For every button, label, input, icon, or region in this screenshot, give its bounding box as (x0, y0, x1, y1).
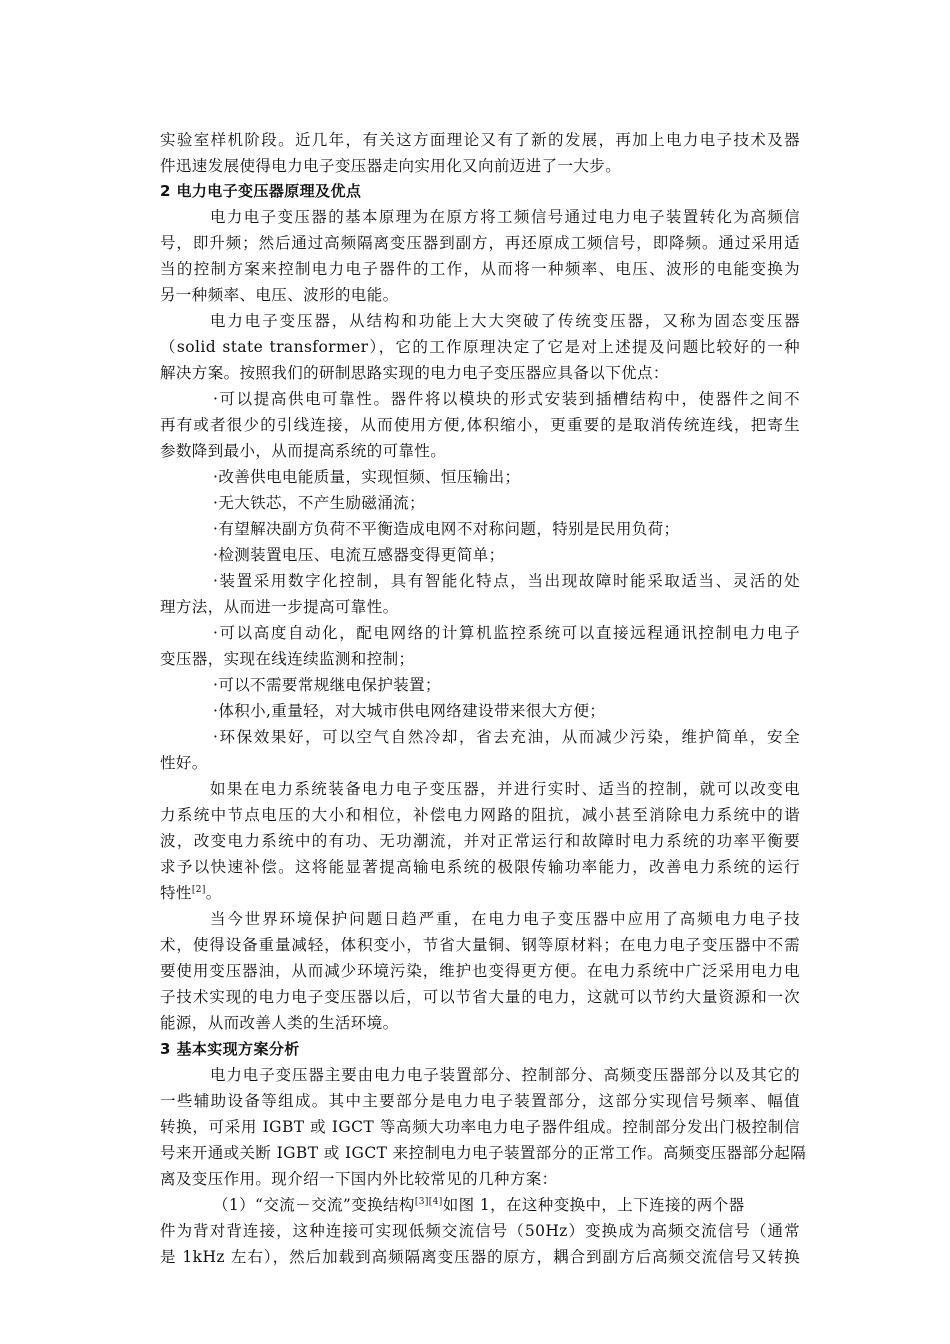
paragraph-text: 如图 1，在这种变换中，上下连接的两个器 (442, 1196, 745, 1214)
bullet-line: ·可以不需要常规继电保护装置； (213, 676, 441, 694)
bullet-line: ·改善供电电能质量，实现恒频、恒压输出； (213, 468, 521, 486)
citation-ref: [4] (428, 1197, 443, 1207)
section-heading-2: 2 电力电子变压器原理及优点 (160, 182, 362, 200)
paragraph-line: 一些辅助设备等组成。其中主要部分是电力电子装置部分，这部分实现信号频率、幅值 (160, 1092, 800, 1110)
paragraph-line: 号来开通或关断 IGBT 或 IGCT 来控制电力电子装置部分的正常工作。高频变压器部分起隔 (160, 1144, 807, 1162)
paragraph-text: 特性 (160, 884, 192, 902)
paragraph-line: 解决方案。按照我们的研制思路实现的电力电子变压器应具备以下优点： (160, 364, 669, 382)
paragraph-line: 实验室样机阶段。近几年，有关这方面理论又有了新的发展，再加上电力电子技术及器 (160, 131, 800, 149)
bullet-line: ·无大铁芯，不产生励磁涌流； (213, 494, 426, 512)
paragraph-line: 如果在电力系统装备电力电子变压器，并进行实时、适当的控制，就可以改变电 (210, 780, 800, 798)
paragraph-line: 另一种频率、电压、波形的电能。 (160, 286, 399, 304)
paragraph-line (160, 880, 800, 906)
paragraph-text: （1）“交流－交流”变换结构 (213, 1196, 415, 1214)
paragraph-line: 离及变压作用。现介绍一下国内外比较常见的几种方案： (160, 1170, 558, 1188)
paragraph-line: 电力电子变压器的基本原理为在原方将工频信号通过电力电子装置转化为高频信 (210, 208, 800, 226)
paragraph-line: 力系统中节点电压的大小和相位，补偿电力网路的阻抗，减小甚至消除电力系统中的谐 (160, 806, 800, 824)
bullet-line: ·可以高度自动化，配电网络的计算机监控系统可以直接远程通讯控制电力电子 (213, 624, 800, 642)
paragraph-line: 术，使得设备重量减轻，体积变小，节省大量铜、钢等原材料；在电力电子变压器中不需 (160, 936, 800, 954)
bullet-line: ·体积小,重量轻，对大城市供电网络建设带来很大方便； (213, 702, 606, 720)
citation-ref: [3] (414, 1197, 429, 1207)
paragraph-line: 子技术实现的电力电子变压器以后，可以节省大量的电力，这就可以节约大量资源和一次 (160, 988, 800, 1006)
paragraph-line: 是 1kHz 左右），然后加载到高频隔离变压器的原方，耦合到副方后高频交流信号又转换 (160, 1248, 800, 1266)
paragraph-line: （solid state transformer），它的工作原理决定了它是对上述提及问题比较好的一种 (160, 338, 800, 356)
paragraph-line: 电力电子变压器，从结构和功能上大大突破了传统变压器，又称为固态变压器 (210, 312, 800, 330)
paragraph-line: 电力电子变压器主要由电力电子装置部分、控制部分、高频变压器部分以及其它的 (210, 1066, 800, 1084)
paragraph-line: 能源，从而改善人类的生活环境。 (160, 1014, 399, 1032)
paragraph-line: 变压器，实现在线连续监测和控制； (160, 650, 415, 668)
paragraph-line: 号，即升频；然后通过高频隔离变压器到副方，再还原成工频信号，即降频。通过采用适 (160, 234, 800, 252)
paragraph-line: 波，改变电力系统中的有功、无功潮流，并对正常运行和故障时电力系统的功率平衡要 (160, 832, 800, 850)
paragraph-line: 参数降到最小，从而提高系统的可靠性。 (160, 442, 447, 460)
paragraph-line: 件迅速发展使得电力电子变压器走向实用化又向前迈进了一大步。 (160, 157, 622, 175)
bullet-line: ·装置采用数字化控制，具有智能化特点，当出现故障时能采取适当、灵活的处 (213, 572, 800, 590)
paragraph-line: 求予以快速补偿。这将能显著提高输电系统的极限传输功率能力，改善电力系统的运行 (160, 858, 800, 876)
bullet-line: ·检测装置电压、电流互感器变得更简单； (213, 546, 505, 564)
paragraph-line: 再有或者很少的引线连接，从而使用方便,体积缩小，更重要的是取消传统连线，把寄生 (160, 416, 800, 434)
paragraph-line: 理方法，从而进一步提高可靠性。 (160, 598, 399, 616)
paragraph-text: 。 (205, 884, 222, 902)
paragraph-line: 要使用变压器油，从而减少环境污染，维护也变得更方便。在电力系统中广泛采用电力电 (160, 962, 800, 980)
citation-ref: [2] (191, 885, 206, 895)
paragraph-line: 转换，可采用 IGBT 或 IGCT 等高频大功率电力电子器件组成。控制部分发出门极控制信 (160, 1118, 800, 1136)
bullet-line: ·有望解决副方负荷不平衡造成电网不对称问题，特别是民用负荷； (213, 520, 680, 538)
paragraph-line: 当今世界环境保护问题日趋严重，在电力电子变压器中应用了高频电力电子技 (210, 910, 800, 928)
bullet-line: ·环保效果好，可以空气自然冷却，省去充油，从而减少污染，维护简单，安全 (213, 728, 800, 746)
paragraph-line: 性好。 (160, 754, 208, 772)
bullet-line: ·可以提高供电可靠性。器件将以模块的形式安装到插槽结构中，使器件之间不 (213, 390, 800, 408)
paragraph-line: 当的控制方案来控制电力电子器件的工作，从而将一种频率、电压、波形的电能变换为 (160, 260, 800, 278)
section-heading-3: 3 基本实现方案分析 (160, 1040, 300, 1058)
paragraph-line (213, 1192, 800, 1218)
paragraph-line: 件为背对背连接，这种连接可实现低频交流信号（50Hz）变换成为高频交流信号（通常 (160, 1222, 800, 1240)
